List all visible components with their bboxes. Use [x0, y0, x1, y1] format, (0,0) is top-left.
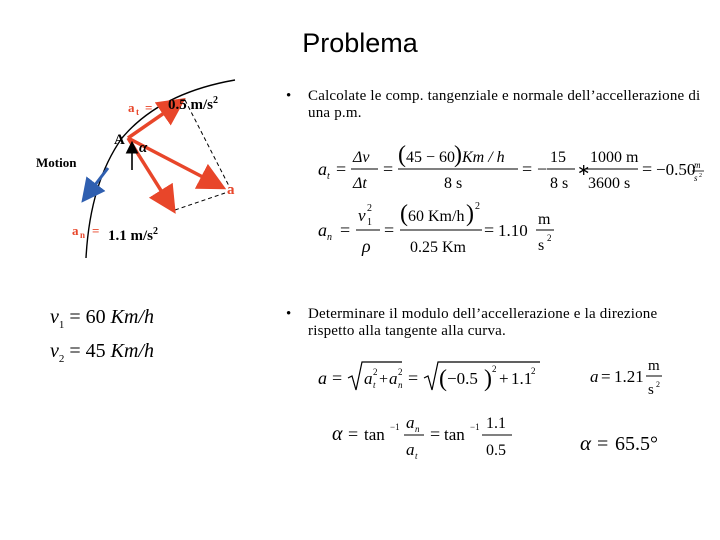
at-label-sym: a	[128, 100, 135, 115]
svg-text:−1: −1	[390, 422, 400, 432]
svg-text:n: n	[398, 380, 403, 390]
svg-text:Km / h: Km / h	[462, 149, 505, 166]
a-label: a	[227, 182, 235, 198]
svg-text:m: m	[538, 211, 551, 228]
alpha-label: α	[139, 140, 148, 156]
svg-text:ρ: ρ	[362, 236, 371, 256]
page-title: Problema	[302, 28, 418, 58]
an-label-sym: a	[72, 223, 79, 238]
svg-text:(: (	[400, 201, 408, 227]
svg-text:=: =	[430, 424, 441, 444]
eq-alpha	[332, 408, 522, 464]
svg-text:2: 2	[475, 201, 480, 212]
svg-text:+: +	[379, 371, 389, 388]
at-label-eq: =	[145, 100, 153, 115]
svg-text:=: =	[597, 433, 609, 455]
svg-text:1.1: 1.1	[511, 369, 533, 388]
at-value: 0.5 $m/s^2$	[168, 95, 218, 113]
eq-alpha-value	[580, 424, 690, 460]
svg-text:=: =	[332, 368, 343, 388]
bullet-2-text: Determinare il modulo dell’accellerazione e la direzione rispetto alla tangente alla curva.	[308, 306, 658, 339]
svg-text:=: =	[340, 220, 351, 240]
svg-text:Δv: Δv	[353, 149, 370, 166]
svg-text:s: s	[694, 173, 698, 183]
svg-text:=: =	[408, 368, 419, 388]
svg-text:+: +	[499, 369, 509, 388]
svg-text:=: =	[601, 367, 611, 386]
svg-text:3600 s: 3600 s	[588, 175, 631, 192]
svg-text:0.5: 0.5	[486, 442, 506, 459]
svg-text:1: 1	[367, 217, 372, 228]
svg-text:a: a	[364, 369, 373, 388]
svg-text:−: −	[537, 159, 548, 179]
svg-text:a: a	[389, 369, 398, 388]
svg-text:t: t	[373, 380, 376, 390]
svg-text:=: =	[383, 159, 394, 179]
given-v1: $v_1 = 60$ Km/h	[50, 306, 155, 331]
svg-text:1.1: 1.1	[486, 415, 506, 432]
svg-text:−1: −1	[470, 422, 480, 432]
svg-text:15: 15	[550, 149, 566, 166]
svg-text:8 s: 8 s	[444, 175, 463, 192]
svg-text:t: t	[327, 171, 330, 182]
svg-text:a: a	[318, 368, 327, 388]
svg-text:1.10: 1.10	[498, 221, 528, 240]
svg-text:=: =	[348, 424, 359, 444]
svg-text:n: n	[327, 232, 332, 243]
svg-text:n: n	[415, 424, 420, 434]
svg-text:m: m	[648, 358, 660, 374]
svg-text:1.21: 1.21	[614, 367, 644, 386]
at-label-sub: t	[136, 107, 139, 117]
an-value: 1.1 $m/s^2$	[108, 226, 158, 244]
svg-text:t: t	[415, 451, 418, 461]
svg-text:a: a	[590, 367, 599, 386]
svg-text:=: =	[642, 159, 653, 179]
svg-text:2: 2	[656, 380, 660, 389]
svg-text:): )	[454, 142, 462, 168]
svg-text:∗: ∗	[577, 162, 591, 179]
svg-text:60 Km/h: 60 Km/h	[408, 208, 465, 225]
svg-text:a: a	[318, 220, 327, 240]
given-v2: $v_2 = 45$ Km/h	[50, 340, 155, 365]
svg-text:2: 2	[492, 364, 497, 374]
svg-text:): )	[466, 201, 474, 227]
eq-at	[318, 140, 710, 198]
an-label-sub: n	[80, 230, 86, 240]
svg-text:s: s	[648, 382, 654, 398]
svg-text:0.25 Km: 0.25 Km	[410, 239, 466, 256]
svg-text:a: a	[318, 159, 327, 179]
svg-text:v: v	[358, 206, 366, 225]
svg-text:8 s: 8 s	[550, 175, 569, 192]
svg-text:α: α	[332, 423, 343, 445]
svg-text:2: 2	[367, 203, 372, 214]
motion-label: Motion	[36, 155, 77, 170]
svg-text:−0.50: −0.50	[656, 160, 696, 179]
svg-text:−0.5: −0.5	[447, 369, 478, 388]
svg-text:m: m	[694, 160, 701, 170]
svg-text:=: =	[522, 159, 533, 179]
svg-text:tan: tan	[364, 425, 385, 444]
eq-an	[318, 198, 578, 260]
svg-text:2: 2	[398, 367, 403, 377]
an-label-eq: =	[92, 223, 100, 238]
svg-text:2: 2	[531, 366, 536, 376]
svg-text:tan: tan	[444, 425, 465, 444]
svg-text:α: α	[580, 431, 592, 455]
svg-text:Δt: Δt	[353, 175, 367, 192]
bullet-1-text: Calcolate le comp. tangenziale e normale dell’accellerazione di una p.m.	[308, 88, 701, 121]
svg-text:=: =	[484, 220, 495, 240]
svg-text:45 − 60: 45 − 60	[406, 149, 456, 166]
eq-a-modulus	[318, 358, 548, 400]
svg-text:65.5°: 65.5°	[615, 433, 658, 455]
svg-text:2: 2	[373, 367, 378, 377]
svg-text:s: s	[538, 237, 545, 254]
svg-text:(: (	[398, 142, 406, 168]
svg-text:(: (	[439, 366, 447, 392]
eq-a-value	[590, 355, 670, 403]
svg-text:): )	[484, 366, 492, 392]
svg-text:1000 m: 1000 m	[590, 149, 639, 166]
svg-text:a: a	[406, 440, 415, 459]
svg-text:=: =	[336, 159, 347, 179]
svg-text:2: 2	[699, 173, 702, 179]
svg-text:2: 2	[547, 233, 552, 243]
point-a-label: A	[114, 132, 125, 148]
svg-text:a: a	[406, 413, 415, 432]
svg-text:=: =	[384, 220, 395, 240]
